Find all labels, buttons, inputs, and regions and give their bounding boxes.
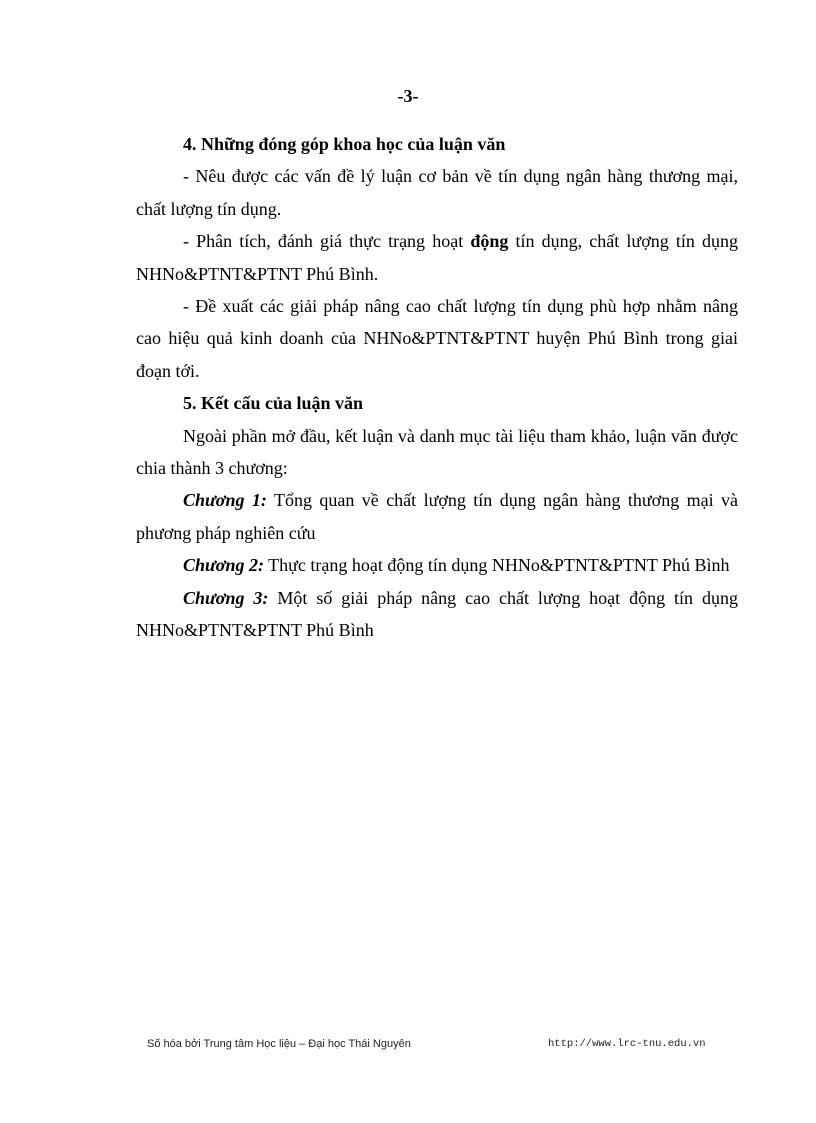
chapter-1-title: Tổng quan về chất lượng tín dụng ngân hàng thương mại và phương pháp nghiên cứu <box>136 490 739 543</box>
chapter-2-label: Chương 2: <box>183 555 264 576</box>
section-5-heading: 5. Kết cấu của luận văn <box>183 393 364 414</box>
chapter-1-entry <box>136 484 738 549</box>
page-content <box>136 128 738 647</box>
chapter-2-entry <box>136 549 738 581</box>
contribution-item-1: - Nêu được các vấn đề lý luận cơ bản về tín dụng ngân hàng thương mại, chất lượng tín dụng. <box>136 166 738 219</box>
chapter-3-title: Một số giải pháp nâng cao chất lượng hoạt động tín dụng NHNo&PTNT&PTNT Phú Bình <box>136 587 738 641</box>
footer-credit: Số hóa bởi Trung tâm Học liệu – Đại học Thái Nguyên <box>147 1038 411 1050</box>
contribution-item-2-bold-word: động <box>470 231 509 252</box>
contribution-item-2-text-after: tín dụng, chất lượng tín dụng NHNo&PTNT&PTNT Phú Bình. <box>136 231 738 284</box>
page-number: -3- <box>397 86 419 106</box>
chapter-2-title: Thực trạng hoạt động tín dụng NHNo&PTNT&PTNT Phú Bình <box>263 555 730 576</box>
contribution-item-3: - Đề xuất các giải pháp nâng cao chất lượng tín dụng phù hợp nhằm nâng cao hiệu quả kinh doanh của NHNo&PTNT&PTNT huyện Phú Bình trong giai đoạn tới. <box>136 296 738 381</box>
section-4-heading: 4. Những đóng góp khoa học của luận văn <box>183 134 506 154</box>
chapter-3-label: Chương 3: <box>183 587 269 608</box>
chapter-1-label: Chương 1: <box>183 490 267 511</box>
contribution-item-2-text-before: - Phân tích, đánh giá thực trạng hoạt <box>183 231 471 252</box>
contribution-item-2 <box>136 225 738 290</box>
footer-url: http://www.lrc-tnu.edu.vn <box>548 1038 706 1050</box>
chapter-3-entry <box>136 582 738 647</box>
structure-intro: Ngoài phần mở đầu, kết luận và danh mục tài liệu tham khảo, luận văn được chia thành 3 chương: <box>136 425 738 479</box>
